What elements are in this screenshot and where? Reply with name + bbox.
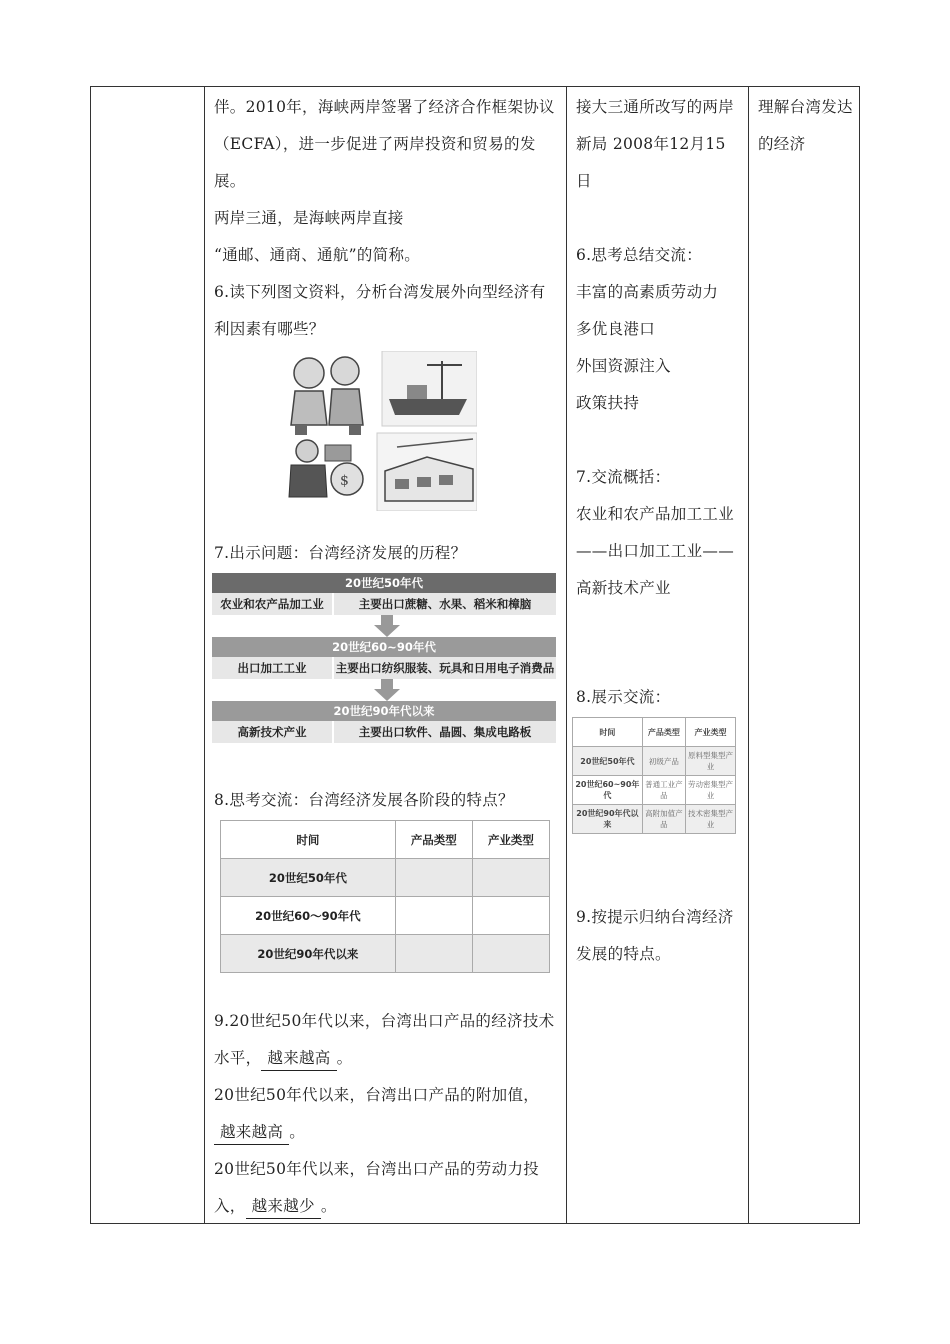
table-row — [573, 776, 736, 805]
table-cell: 高附加值产品 — [642, 805, 685, 834]
summary-7-text: 农业和农产品加工工业——出口加工工业——高新技术产业 — [576, 505, 735, 597]
table-cell: 20世纪90年代以来 — [221, 935, 396, 973]
punctuation: 。 — [320, 1197, 337, 1215]
era-header: 20世纪90年代以来 — [212, 701, 556, 721]
question-6: 6.读下列图文资料，分析台湾发展外向型经济有利因素有哪些？ — [214, 283, 546, 338]
industry-label: 出口加工工业 — [212, 657, 334, 679]
question-text: 9.20世纪50年代以来，台湾出口产品的经济技术水平， — [214, 1012, 555, 1067]
table-row — [221, 935, 550, 973]
question-8: 8.思考交流：台湾经济发展各阶段的特点？ — [214, 791, 514, 809]
development-flow-chart — [212, 573, 556, 743]
ecfa-paragraph: 伴。2010年，海峡两岸签署了经济合作框架协议（ECFA），进一步促进了两岸投资和贸易的发展。 — [214, 98, 555, 190]
three-links-line1: 两岸三通，是海峡两岸直接 — [214, 209, 404, 227]
teacher-activity-column — [204, 87, 566, 1215]
down-arrow-icon — [212, 615, 556, 637]
table-header: 时间 — [221, 821, 396, 859]
port-ship-icon — [382, 351, 477, 426]
era-header: 20世纪50年代 — [212, 573, 556, 593]
favorable-factors-illustration — [277, 351, 477, 511]
exports-label: 主要出口蔗糖、水果、稻米和樟脑 — [358, 597, 532, 611]
table-header: 产品类型 — [395, 821, 472, 859]
table-header: 产业类型 — [685, 718, 735, 747]
summary-7-title: 7.交流概括： — [576, 468, 671, 486]
exports-label: 主要出口纺织服装、玩具和日用电子消费品 — [335, 661, 555, 675]
question-9b — [214, 1077, 558, 1151]
source-note: 接大三通所改写的两岸新局 2008年12月15日 — [576, 98, 735, 190]
question-7: 7.出示问题：台湾经济发展的历程？ — [214, 544, 467, 562]
punctuation: 。 — [289, 1123, 306, 1141]
table-row — [573, 805, 736, 834]
table-cell — [472, 935, 549, 973]
table-cell: 20世纪50年代 — [573, 747, 643, 776]
question-text: 20世纪50年代以来，台湾出口产品的附加值， — [214, 1086, 540, 1104]
down-arrow-icon — [212, 679, 556, 701]
table-row — [221, 859, 550, 897]
summary-9-text: 9.按提示归纳台湾经济发展的特点。 — [576, 908, 734, 963]
table-cell: 普通工业产品 — [642, 776, 685, 805]
flow-row — [212, 721, 556, 743]
question-9c — [214, 1151, 558, 1225]
answer-blank: 越来越高 — [261, 1046, 336, 1071]
column-divider — [748, 87, 749, 1223]
list-item: 多优良港口 — [576, 320, 656, 338]
characteristics-blank-table — [220, 820, 550, 973]
table-header: 产品类型 — [642, 718, 685, 747]
table-cell: 初级产品 — [642, 747, 685, 776]
answer-blank: 越来越少 — [246, 1194, 321, 1219]
factory-icon — [377, 433, 477, 511]
design-intent-text: 理解台湾发达的经济 — [758, 98, 853, 153]
svg-text:$: $ — [340, 473, 349, 489]
lesson-plan-table — [90, 86, 860, 1224]
table-row — [221, 897, 550, 935]
table-header: 产业类型 — [472, 821, 549, 859]
industry-label: 高新技术产业 — [212, 721, 334, 743]
investor-money-icon — [289, 440, 363, 497]
question-9-block — [214, 1003, 558, 1225]
table-header: 时间 — [573, 718, 643, 747]
era-header: 20世纪60~90年代 — [212, 637, 556, 657]
workers-icon — [291, 357, 363, 435]
flow-row — [212, 657, 556, 679]
three-links-line2: “通邮、通商、通航”的简称。 — [214, 246, 421, 264]
answer-blank: 越来越高 — [214, 1120, 289, 1145]
table-cell: 原料型集型产业 — [685, 747, 735, 776]
table-row — [573, 747, 736, 776]
question-text: 20世纪50年代以来，台湾出口产品的劳动力投入， — [214, 1160, 540, 1215]
column-divider — [566, 87, 567, 1223]
table-cell: 技术密集型产业 — [685, 805, 735, 834]
summary-8-title: 8.展示交流： — [576, 688, 671, 706]
table-cell: 20世纪60～90年代 — [221, 897, 396, 935]
table-cell — [395, 935, 472, 973]
table-cell — [395, 897, 472, 935]
design-intent-column — [748, 87, 861, 163]
student-activity-column — [566, 87, 748, 963]
characteristics-answer-table — [572, 717, 736, 834]
table-cell: 20世纪50年代 — [221, 859, 396, 897]
table-cell: 劳动密集型产业 — [685, 776, 735, 805]
question-9a — [214, 1003, 558, 1077]
flow-row — [212, 593, 556, 615]
exports-label: 主要出口软件、晶圆、集成电路板 — [358, 725, 532, 739]
table-cell — [472, 897, 549, 935]
table-cell — [395, 859, 472, 897]
list-item: 外国资源注入 — [576, 357, 671, 375]
punctuation: 。 — [336, 1049, 353, 1067]
list-item: 政策扶持 — [576, 394, 640, 412]
summary-6-title: 6.思考总结交流： — [576, 246, 702, 264]
list-item: 丰富的高素质劳动力 — [576, 283, 719, 301]
table-cell: 20世纪90年代以来 — [573, 805, 643, 834]
table-cell: 20世纪60~90年代 — [573, 776, 643, 805]
industry-label: 农业和农产品加工业 — [212, 593, 334, 615]
summary-6-list — [576, 274, 718, 422]
table-cell — [472, 859, 549, 897]
